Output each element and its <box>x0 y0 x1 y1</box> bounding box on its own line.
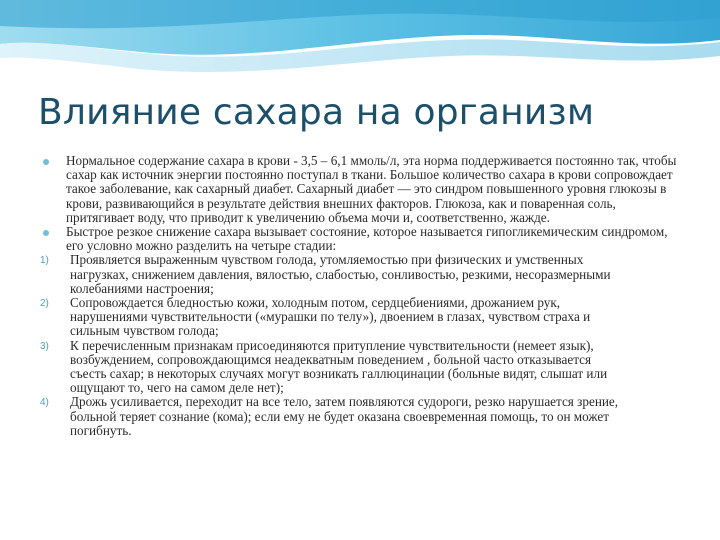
bullet-item <box>40 154 680 225</box>
stage-text: Дрожь усиливается, переходит на все тело, затем появляются судороги, резко нарушается зрение, больной теряет сознание (кома); если ему не будет оказана своевременная помощь, то он может погибнуть. <box>70 394 619 438</box>
stage-number: 3) <box>40 340 49 352</box>
header-wave-decoration <box>0 0 720 80</box>
stage-number: 2) <box>40 298 49 310</box>
bullet-text: Быстрое резкое снижение сахара вызывает состояние, которое называется гипогликемическим синдромом, его условно можно разделить на четыре стадии: <box>66 224 668 254</box>
stage-item <box>40 253 680 296</box>
stage-number: 1) <box>40 255 49 267</box>
stage-item <box>40 339 680 396</box>
stage-text: Проявляется выраженным чувством голода, утомляемостью при физических и умственных нагрузках, снижением давления, вялостью, слабостью, сонливостью, резкими, несоразмерными колебаниями настроения; <box>70 252 611 296</box>
bullet-marker <box>40 225 66 239</box>
stage-item <box>40 296 680 339</box>
stage-text: К перечисленным признакам присоединяются притупление чувствительности (немеет язык), возбуждением, сопровождающимся неадекватным поведением , больной часто отказывается съесть сахар; в некоторых случаях могут возникать галлюцинации (больные видят, слышат или ощущают то, чего на самом деле нет); <box>70 337 608 396</box>
stage-text: Сопровождается бледностью кожи, холодным потом, сердцебиениями, дрожанием рук, нарушениями чувствительности («мурашки по телу»), двоением в глазах, чувством страха и сильным чувством голода; <box>70 295 591 339</box>
stage-number: 4) <box>40 397 49 409</box>
slide-title: Влияние сахара на организм <box>38 92 595 133</box>
bullet-text: Нормальное содержание сахара в крови - 3,5 – 6,1 ммоль/л, эта норма поддерживается постоянно так, чтобы сахар как источник энергии постоянно поступал в ткани. Большое количество сахара в крови сопровождает такое заболевание, как сахарный диабет. Сахарный диабет — это синдром повышенного уровня глюкозы в крови, развивающийся в результате действия внешних факторов. Глюкоза, как и поваренная соль, притягивает воду, что приводит к увеличению объема мочи и, соответственно, жажде. <box>66 153 677 225</box>
bullet-marker <box>40 154 66 168</box>
bullet-dot-icon <box>43 159 49 165</box>
bullet-dot-icon <box>43 230 49 236</box>
bullet-item <box>40 225 680 253</box>
stage-item <box>40 395 680 438</box>
slide-content <box>40 154 680 438</box>
